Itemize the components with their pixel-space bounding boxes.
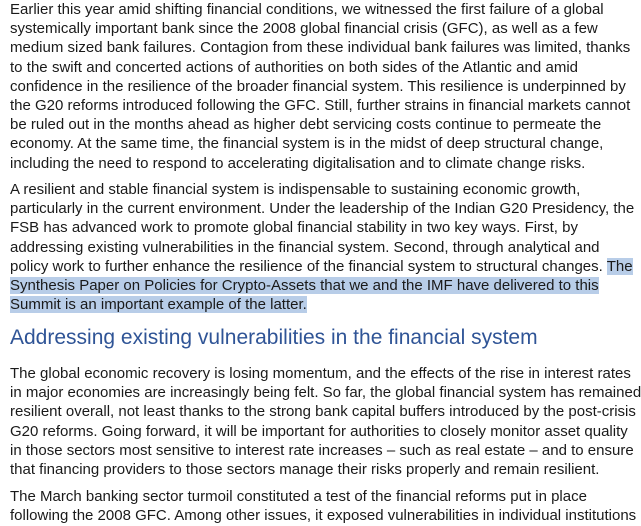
paragraph-2 (10, 180, 635, 314)
text-line: economy. At the same time, the financial system is in the midst of deep structural change, (10, 135, 604, 153)
text-line: resilient overall, not least thanks to the strong bank capital buffers introduced by the post-crisis (10, 403, 636, 421)
text-line: the G20 reforms introduced following the GFC. Still, further strains in financial markets cannot (10, 96, 631, 114)
text-line: A resilient and stable financial system is indispensable to sustaining economic growth, (10, 181, 581, 198)
text-line: including the need to respond to accelerating digitalisation and to climate change risks. (10, 154, 586, 172)
text-line: G20 reforms. Going forward, it will be important for authorities to closely monitor asset quality (10, 422, 628, 440)
text-line-with-highlight (10, 257, 633, 276)
text-line: in major economies are increasingly being felt. So far, the global financial system has remained (10, 384, 641, 402)
text-line (10, 295, 578, 314)
paragraph-4 (10, 487, 637, 525)
text-line: FSB has advanced work to promote global financial stability in two key ways. First, by (10, 219, 578, 237)
section-heading: Addressing existing vulnerabilities in the financial system (10, 326, 538, 349)
text-line: to the swift and concerted actions of authorities on both sides of the Atlantic and amid (10, 58, 578, 76)
text-line: confidence in the resilience of the broader financial system. This resilience is underpinned by (10, 77, 626, 95)
text-line: following the 2008 GFC. Among other issues, it exposed vulnerabilities in individual institutions (10, 507, 637, 525)
paragraph-3 (10, 364, 641, 479)
text-line (10, 276, 599, 295)
text-line: that financing providers to those sectors manage their risks properly and remain resilient. (10, 460, 600, 478)
paragraph-1 (10, 0, 631, 173)
text-line: Earlier this year amid shifting financial conditions, we witnessed the first failure of a global (10, 1, 604, 18)
highlighted-text: Synthesis Paper on Policies for Crypto-Assets that we and the IMF have delivered to this (10, 276, 599, 294)
text-line: medium sized bank failures. Contagion from these individual bank failures was limited, thanks (10, 39, 631, 57)
highlighted-text: Summit is an important example of the latter. (10, 296, 307, 314)
text-line-segment: policy work to further enhance the resilience of the financial system to structural changes. (10, 257, 603, 275)
text-line: particularly in the current environment. Under the leadership of the Indian G20 Presidency, the (10, 200, 635, 218)
text-line: The global economic recovery is losing momentum, and the effects of the rise in interest rates (10, 365, 631, 382)
text-line: in those sectors most sensitive to interest rate increases – such as real estate – and to ensure (10, 441, 634, 459)
text-line: systemically important bank since the 2008 global financial crisis (GFC), as well as a few (10, 20, 598, 38)
highlighted-text: The (606, 257, 633, 275)
text-line: be ruled out in the months ahead as higher debt servicing costs continue to permeate the (10, 116, 602, 134)
text-line: The March banking sector turmoil constituted a test of the financial reforms put in place (10, 488, 587, 505)
text-line: addressing existing vulnerabilities in the financial system. Second, through analytical and (10, 238, 600, 256)
